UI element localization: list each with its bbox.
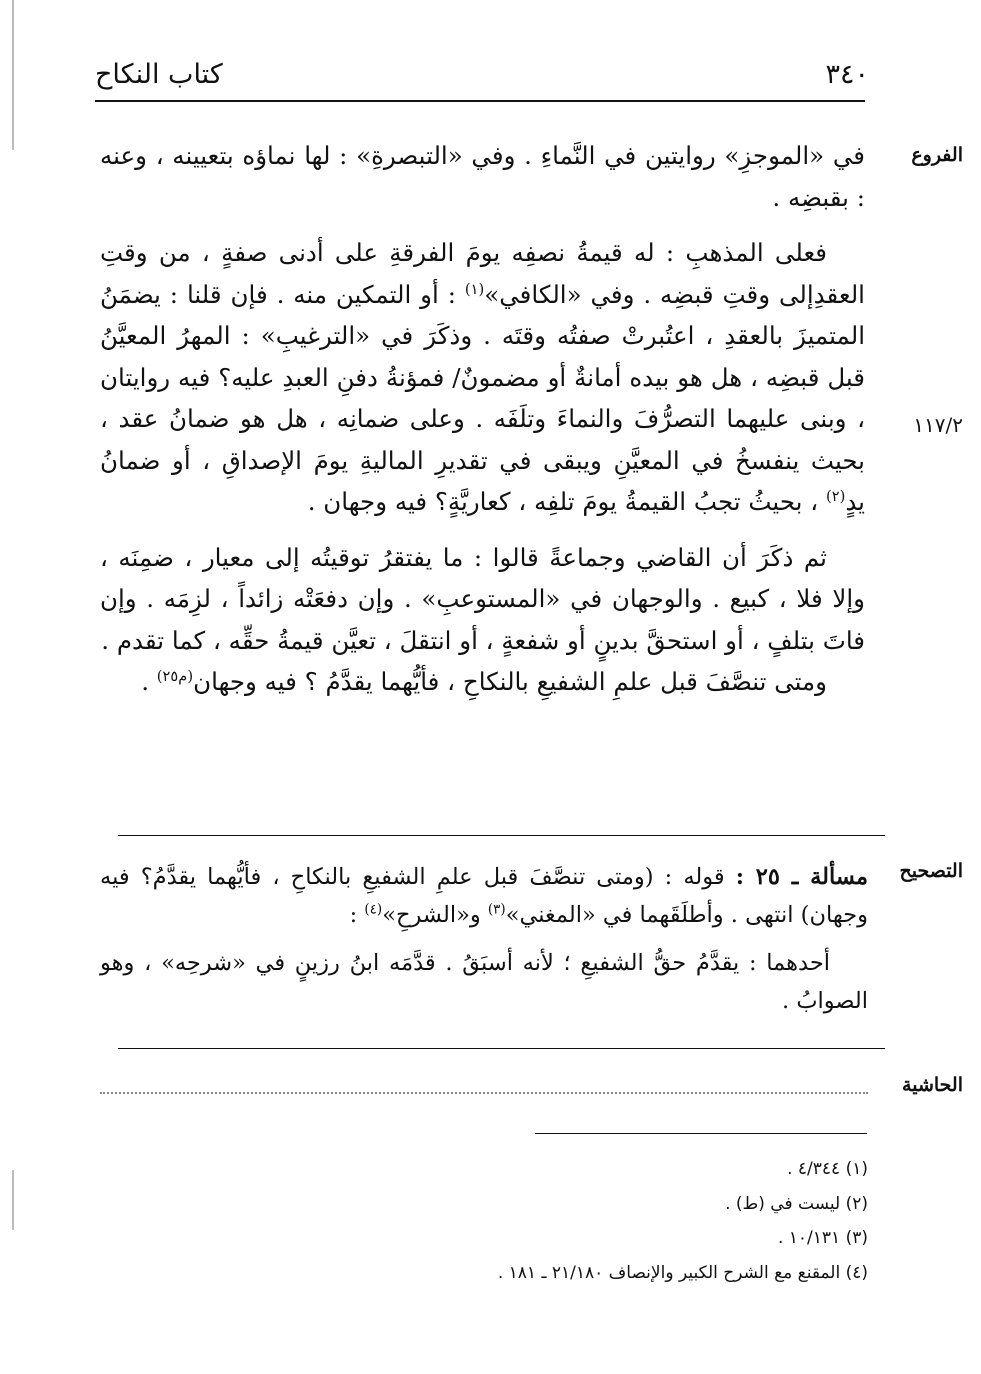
correction-paragraph-1 [100,858,868,934]
page-number: ٣٤٠ [825,59,869,90]
correction-paragraph-2: أحدهما : يقدَّمُ حقُّ الشفيعِ ؛ لأنه أسبَقُ . قدَّمَه ابنُ رزينٍ في «شرحِه» ، وهو الصوابُ . [100,950,868,1014]
footnote-4: (٤) المقنع مع الشرح الكبير والإنصاف ٢١/١٨٠ ـ ١٨١ . [497,1262,868,1283]
text-run: و«الشرحِ» [382,902,488,928]
text-run: : أو التمكين منه . فإن قلنا : يضمَنُ المتميزَ بالعقدِ ، اعتُبرتْ صفتُه وقتَه . وذكَرَ في «الترغيبِ» : المهرُ المعيَّنُ قبل قبضِه ، هل هو بيده أمانةٌ أو مضمونٌ/ فمؤنةُ دفنِ العبدِ عليه؟ فيه روايتان ، وبنى عليهما التصرُّفَ والنماءَ وتلَفَه . وعلى ضمانِه ، هل هو ضمانُ عقد ، بحيث ينفسخُ في المعيَّنِ ويبقى في تقديرِ الماليةِ يومَ الإصداقِ ، أو ضمانُ يدٍ [100,279,865,516]
text-run: : [349,902,365,928]
correction-text [100,858,868,1020]
scan-edge-mark [12,0,14,150]
footnote-ref: (٢) [825,487,846,505]
section-rule [118,835,885,836]
footnote-ref: (٣) [487,901,506,918]
correction-ref: (م٢٥) [156,667,194,685]
footnote-ref: (٤) [364,901,383,918]
volume-page-ref: ١١٧/٢ [913,413,963,437]
text-run: . [141,667,157,696]
scan-edge-mark [12,1170,14,1230]
paragraph-3: ثم ذكَرَ أن القاضي وجماعةً قالوا : ما يفتقرُ توقيتُه إلى معيار ، ضمِنَه ، وإلا فلا ، كبيع . والوجهان في «المستوعبِ» . وإن دفعَتْه زائداً ، لزِمَه . وإن فاتَ بتلفٍ ، أو استحقَّ بدينٍ أو شفعةٍ ، أو انتقلَ ، تعيَّن قيمةُ حقِّه ، كما تقدم . [100,542,865,655]
text-run: قوله : (ومتى تنصَّفَ قبل علمِ الشفيعِ بالنكاحِ ، فأيُّهما يقدَّمُ؟ فيه وجهان) انتهى . وأطلَقَهما في «المغني» [100,864,868,928]
footnote-3: (٣) ١٠/١٣١ . [777,1228,868,1248]
text-run: فعلى المذهبِ : له قيمةُ نصفِه يومَ الفرقةِ على أدنى صفةٍ ، من وقتِ العقدِإلى وقتِ قبضِه . وفي «الكافي» [100,238,865,309]
main-text [100,135,865,703]
label-tashih: التصحيح [899,860,963,882]
label-hashiya: الحاشية [902,1074,963,1096]
footnotes [300,1152,868,1290]
text-run: ، بحيثُ تجبُ القيمةُ يومَ تلفِه ، كعاريَّةٍ؟ فيه وجهان . [307,487,826,516]
footnote-2: (٢) ليست في (ط) . [725,1193,868,1214]
paragraph-4 [100,661,865,703]
section-rule [118,1048,885,1049]
footnote-1: (١) ٤/٣٤٤ . [787,1159,868,1179]
paragraph-2 [100,232,865,523]
hashiya-dotted-line [100,1092,868,1094]
footnote-rule [535,1133,867,1134]
text-run: ومتى تنصَّفَ قبل علمِ الشفيعِ بالنكاحِ ، فأيُّهما يقدَّمُ ؟ فيه وجهان [193,667,827,696]
header-rule [95,100,865,102]
label-furu: الفروع [911,144,963,166]
issue-label: مسألة ـ ٢٥ : [735,864,869,890]
footnote-ref: (١) [464,280,485,298]
paragraph-1: في «الموجزِ» روايتين في النَّماءِ . وفي «التبصرةِ» : لها نماؤه بتعيينه ، وعنه : بقبضِه . [100,141,865,212]
book-title: كتاب النكاح [95,59,223,90]
